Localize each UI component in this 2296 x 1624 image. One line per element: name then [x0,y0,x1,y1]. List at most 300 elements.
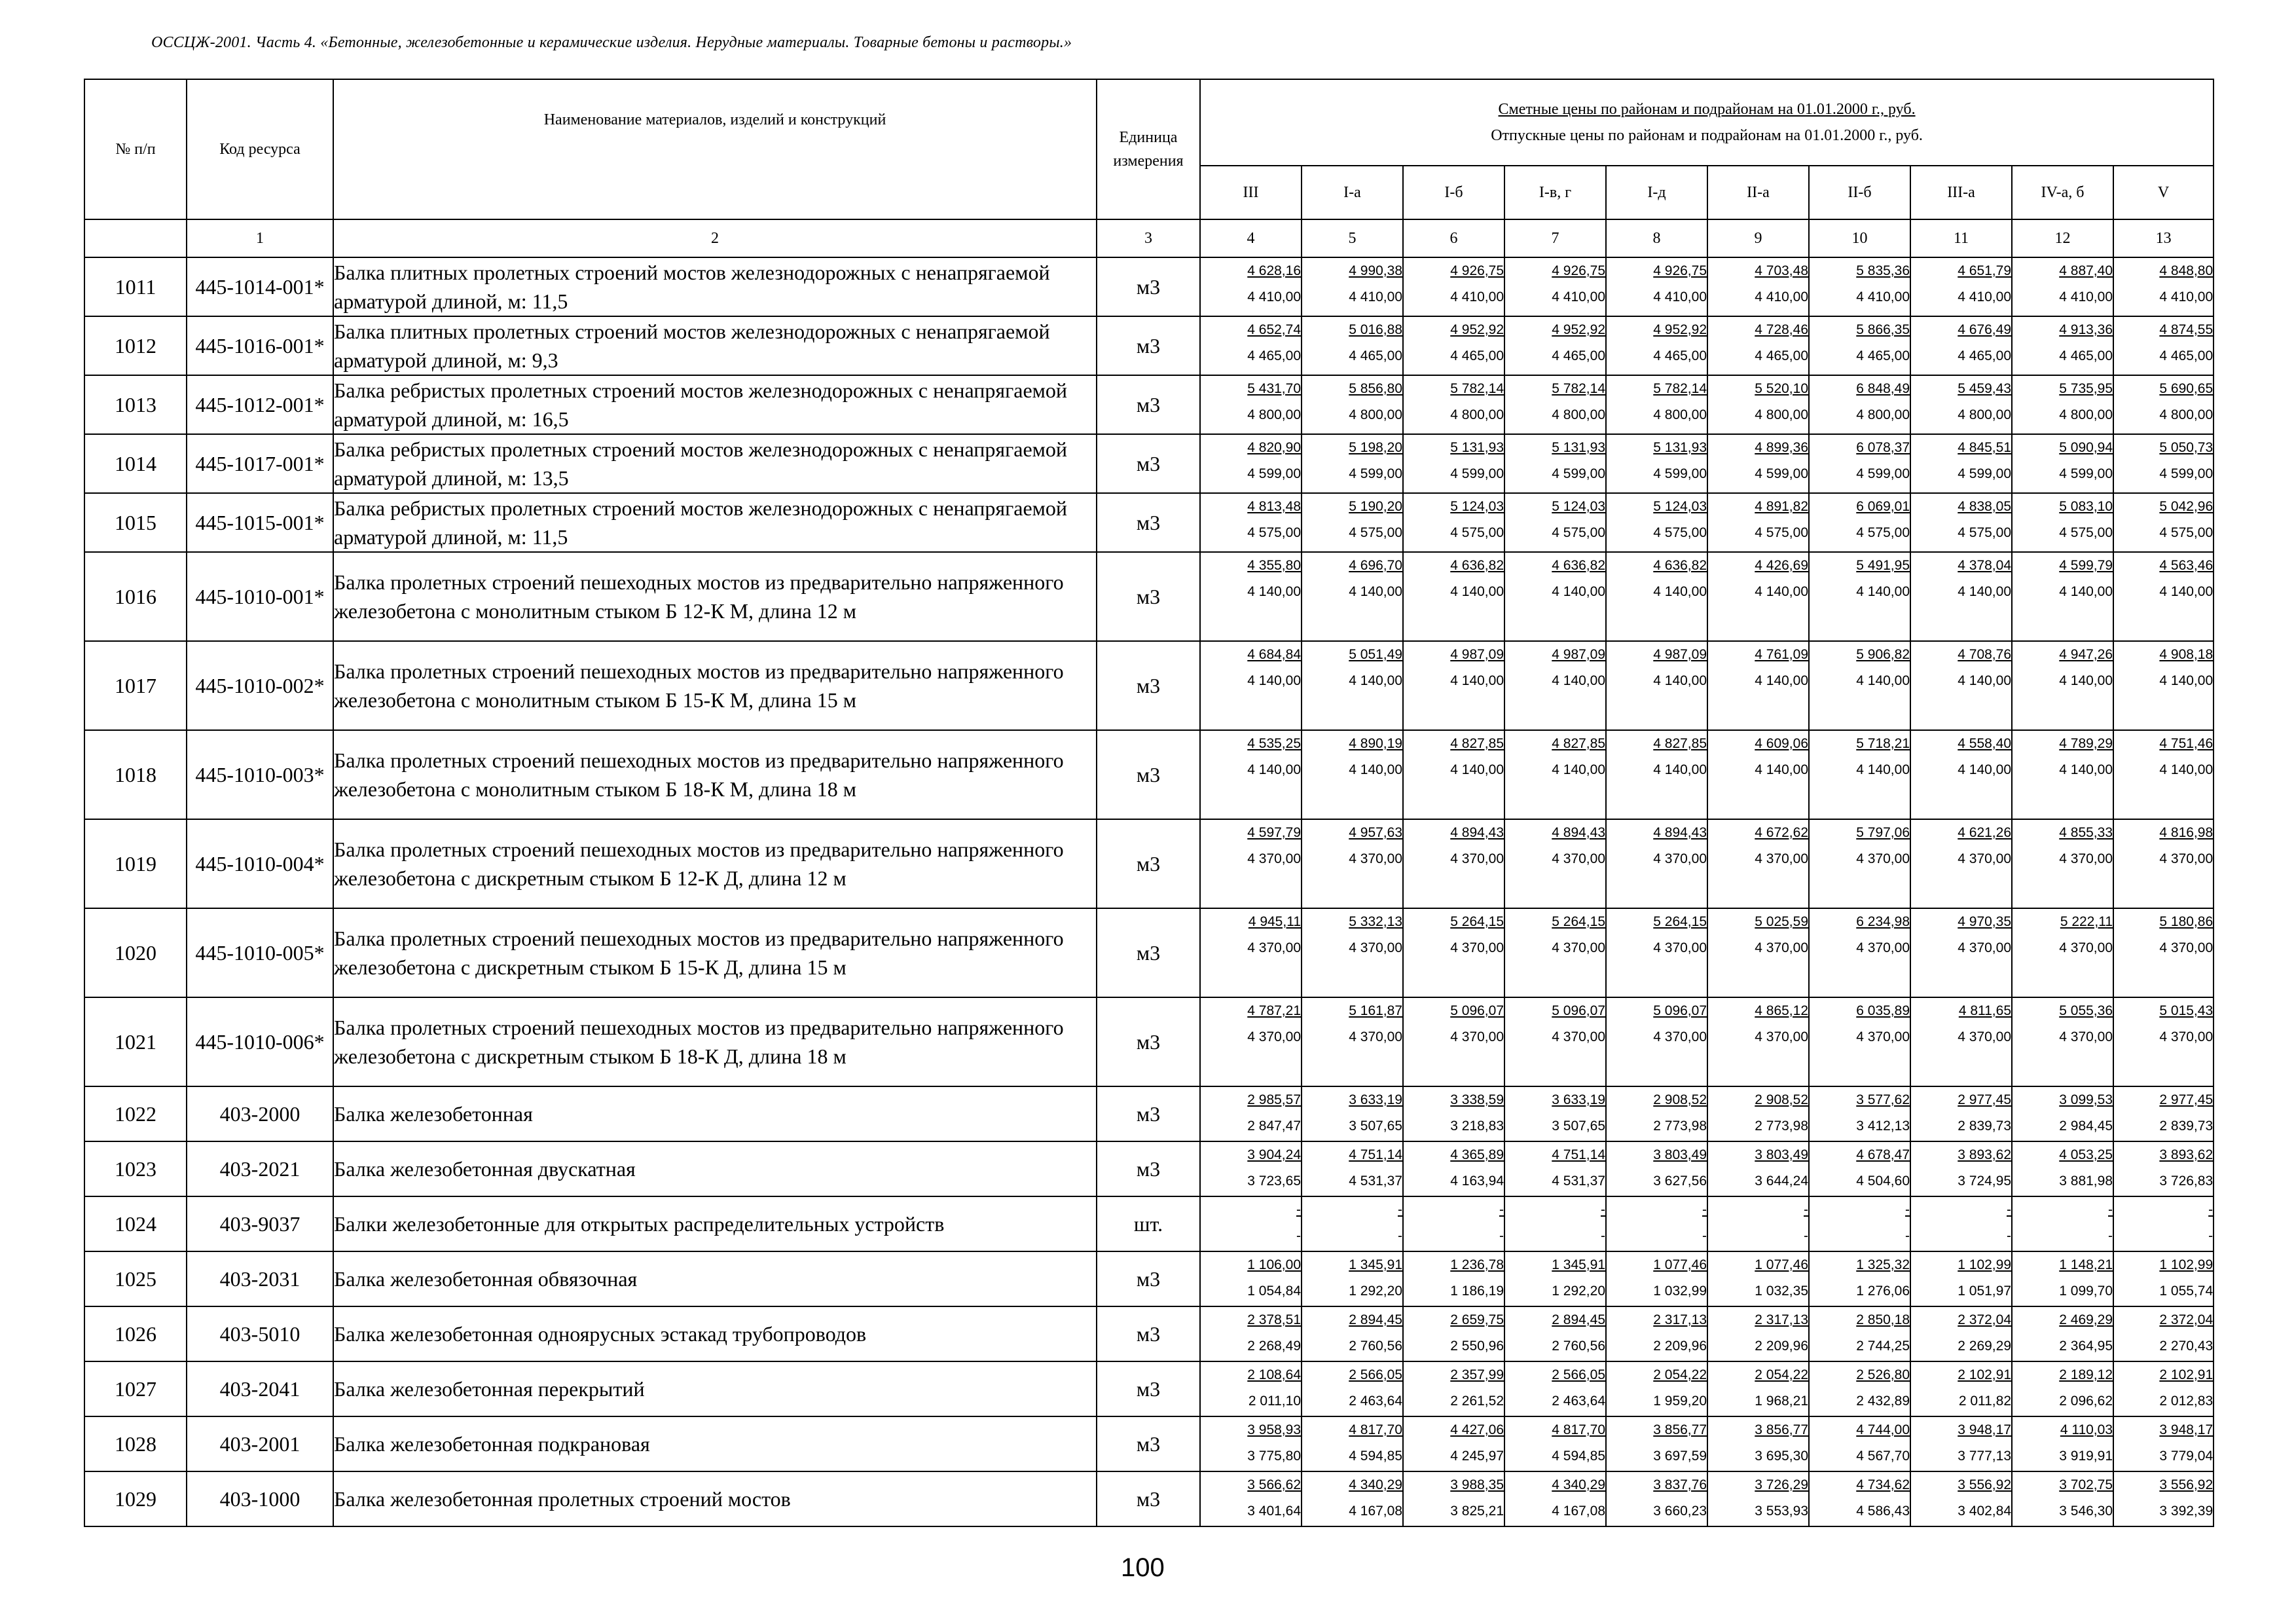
release-price: 4 140,00 [1958,673,2011,688]
estimate-price: - [1804,1202,1808,1217]
estimate-price: 3 633,19 [1552,1092,1605,1107]
estimate-price: 6 234,98 [1856,914,1910,929]
unit-of-measure: м3 [1097,1251,1200,1306]
release-price: 2 268,49 [1247,1338,1301,1354]
estimate-price: 4 751,14 [1552,1147,1605,1162]
resource-code: 403-2001 [187,1416,333,1471]
price-cell [1403,819,1504,908]
estimate-price: 4 899,36 [1755,440,1808,455]
resource-code: 445-1010-004* [187,819,333,908]
estimate-price: 6 848,49 [1856,381,1910,396]
price-cell [1403,493,1504,552]
release-price: 4 140,00 [1247,673,1301,688]
estimate-price: 4 926,75 [1450,263,1504,278]
estimate-price: 2 908,52 [1653,1092,1707,1107]
release-price: 4 586,43 [1856,1504,1910,1519]
row-number: 1026 [84,1306,187,1361]
estimate-price: 3 726,29 [1755,1477,1808,1492]
estimate-price: 4 813,48 [1247,499,1301,514]
estimate-price: 2 985,57 [1247,1092,1301,1107]
resource-code: 403-2041 [187,1361,333,1416]
release-price: 1 099,70 [2059,1283,2113,1299]
release-price: 2 773,98 [1653,1118,1707,1134]
release-price: 1 292,20 [1552,1283,1605,1299]
estimate-price: 2 566,05 [1552,1367,1605,1382]
row-number: 1029 [84,1471,187,1526]
release-price: 4 465,00 [1349,348,1402,363]
estimate-price: 4 053,25 [2059,1147,2113,1162]
estimate-price: 4 110,03 [2060,1422,2113,1437]
price-cell [1910,730,2012,819]
price-cell [2012,1141,2113,1196]
table-row [84,641,2214,730]
price-cell [1606,1196,1707,1251]
release-price: - [2208,1228,2214,1244]
price-cell [1606,908,1707,997]
row-number: 1016 [84,552,187,641]
price-cell [1504,1361,1606,1416]
release-price: 4 370,00 [1856,940,1910,955]
material-name: Балка железобетонная двускатная [333,1141,1097,1196]
price-cell [1200,1416,1302,1471]
price-cell [1200,493,1302,552]
unit-of-measure: м3 [1097,1086,1200,1141]
price-cell [1707,1141,1809,1196]
price-cell [2113,434,2214,493]
estimate-price: 5 866,35 [1856,322,1910,337]
release-price: 2 550,96 [1450,1338,1504,1354]
estimate-price: 3 837,76 [1653,1477,1707,1492]
estimate-price: 5 131,93 [1450,440,1504,455]
price-cell [1910,1086,2012,1141]
estimate-price: 5 055,36 [2059,1003,2113,1018]
release-price: 4 599,00 [1247,466,1301,481]
resource-code: 445-1010-005* [187,908,333,997]
release-price: 4 370,00 [2159,940,2214,955]
estimate-price: - [2108,1202,2113,1217]
estimate-price: 4 651,79 [1958,263,2011,278]
estimate-price: 3 958,93 [1247,1422,1301,1437]
estimate-price: 5 124,03 [1552,499,1605,514]
price-cell [1910,1416,2012,1471]
release-price: 4 465,00 [2159,348,2214,363]
estimate-price: 4 708,76 [1958,647,2011,662]
price-cell [2012,493,2113,552]
price-cell [1707,434,1809,493]
unit-of-measure: м3 [1097,316,1200,375]
estimate-price: 4 827,85 [1450,736,1504,751]
price-cell [1200,1471,1302,1526]
price-cell [1606,257,1707,316]
release-price: 3 412,13 [1856,1118,1910,1134]
row-number: 1020 [84,908,187,997]
release-price: 3 627,56 [1653,1173,1707,1189]
table-row [84,316,2214,375]
estimate-price: 5 124,03 [1450,499,1504,514]
release-price: 4 465,00 [1552,348,1605,363]
price-cell [1707,375,1809,434]
unit-of-measure: шт. [1097,1196,1200,1251]
estimate-price: 3 338,59 [1450,1092,1504,1107]
estimate-price: 4 599,79 [2059,558,2113,573]
release-price: 4 140,00 [2059,762,2113,777]
price-cell [1200,1306,1302,1361]
estimate-price: - [1601,1202,1605,1217]
release-price: 1 292,20 [1349,1283,1402,1299]
release-price: 4 140,00 [1349,584,1402,599]
price-cell [1302,257,1403,316]
price-cell [1200,434,1302,493]
estimate-price: 2 054,22 [1653,1367,1707,1382]
col-header-name [333,79,1097,219]
price-cell [2012,641,2113,730]
estimate-price: 4 817,70 [1349,1422,1402,1437]
price-cell [1606,1361,1707,1416]
material-name: Балка пролетных строений пешеходных мостов из предварительно напряженного железобетона с дискретным стыком Б 15-К Д, длина 15 м [333,908,1097,997]
table-row [84,1416,2214,1471]
estimate-price: 4 845,51 [1958,440,2011,455]
unit-of-measure: м3 [1097,434,1200,493]
price-cell [1504,257,1606,316]
estimate-price: 2 357,99 [1450,1367,1504,1382]
price-cell [2012,1196,2113,1251]
estimate-price: 4 609,06 [1755,736,1808,751]
release-price: 2 839,73 [1958,1118,2011,1134]
price-cell [1707,1306,1809,1361]
estimate-price: 2 372,04 [2159,1312,2214,1327]
table-row [84,1141,2214,1196]
release-price: 4 245,97 [1450,1449,1504,1464]
material-name: Балка плитных пролетных строений мостов железнодорожных с ненапрягаемой арматурой длиной, м: 9,3 [333,316,1097,375]
price-cell [1910,819,2012,908]
release-price: 4 599,00 [2059,466,2113,481]
estimate-price: 5 190,20 [1349,499,1402,514]
estimate-price: 6 078,37 [1856,440,1910,455]
release-price: 3 724,95 [1958,1173,2011,1189]
unit-of-measure: м3 [1097,641,1200,730]
price-cell [1504,1086,1606,1141]
estimate-price: 2 108,64 [1247,1367,1301,1382]
region-header: I-д [1606,166,1707,219]
estimate-price: 4 761,09 [1755,647,1808,662]
release-price: 4 410,00 [2059,289,2113,304]
table-row [84,1306,2214,1361]
estimate-price: 4 947,26 [2059,647,2113,662]
release-price: 4 531,37 [1349,1173,1402,1189]
resource-code: 403-5010 [187,1306,333,1361]
release-price: 4 410,00 [1349,289,1402,304]
release-price: 4 167,08 [1349,1504,1402,1519]
price-cell [1200,1086,1302,1141]
region-header: IV-а, б [2012,166,2113,219]
release-price: 3 695,30 [1755,1449,1808,1464]
unit-of-measure: м3 [1097,1416,1200,1471]
price-cell [1707,997,1809,1086]
estimate-price: 4 744,00 [1856,1422,1910,1437]
release-price: 4 575,00 [1958,525,2011,540]
resource-code: 445-1015-001* [187,493,333,552]
release-price: 4 410,00 [1247,289,1301,304]
estimate-price: - [1398,1202,1402,1217]
region-header: V [2113,166,2214,219]
resource-code: 445-1017-001* [187,434,333,493]
col-number-empty [84,219,187,257]
price-cell [1403,1361,1504,1416]
material-name: Балка плитных пролетных строений мостов железнодорожных с ненапрягаемой арматурой длиной, м: 11,5 [333,257,1097,316]
estimate-price: 4 838,05 [1958,499,2011,514]
price-cell [1809,434,1910,493]
price-cell [2012,257,2113,316]
estimate-price: 3 556,92 [2159,1477,2214,1492]
release-price: 4 465,00 [1755,348,1808,363]
release-price: 2 261,52 [1450,1393,1504,1409]
estimate-price: 5 835,36 [1856,263,1910,278]
price-cell [1302,997,1403,1086]
release-price: 4 800,00 [1349,407,1402,422]
estimate-price: 5 906,82 [1856,647,1910,662]
estimate-price: 5 083,10 [2059,499,2113,514]
release-price: 2 012,83 [2159,1393,2214,1409]
unit-of-measure: м3 [1097,1361,1200,1416]
price-cell [1809,1471,1910,1526]
release-price: 1 055,74 [2159,1283,2214,1299]
table-row [84,1471,2214,1526]
price-cell [1403,434,1504,493]
price-cell [1403,1196,1504,1251]
release-price: 3 660,23 [1653,1504,1707,1519]
release-price: 3 553,93 [1755,1504,1808,1519]
estimate-price: 5 124,03 [1653,499,1707,514]
release-price: 4 410,00 [1552,289,1605,304]
estimate-price: 5 264,15 [1450,914,1504,929]
resource-code: 445-1010-001* [187,552,333,641]
price-cell [2012,819,2113,908]
estimate-price: 2 526,80 [1856,1367,1910,1382]
estimate-price: 1 345,91 [1349,1257,1402,1272]
release-price: 2 269,29 [1958,1338,2011,1354]
price-cell [2012,316,2113,375]
col-number: 5 [1302,219,1403,257]
estimate-price: 2 908,52 [1755,1092,1808,1107]
row-number: 1025 [84,1251,187,1306]
row-number: 1021 [84,997,187,1086]
col-number: 10 [1809,219,1910,257]
price-cell [1910,1196,2012,1251]
release-price: 4 599,00 [1856,466,1910,481]
estimate-price: 3 893,62 [1958,1147,2011,1162]
price-cell [1606,1251,1707,1306]
release-price: 4 140,00 [1653,762,1707,777]
row-number: 1027 [84,1361,187,1416]
estimate-price: 5 131,93 [1552,440,1605,455]
release-price: 4 465,00 [1856,348,1910,363]
price-cell [1707,641,1809,730]
price-cell [1302,1416,1403,1471]
estimate-price: 4 751,46 [2159,736,2214,751]
material-name: Балка пролетных строений пешеходных мостов из предварительно напряженного железобетона с монолитным стыком Б 15-К М, длина 15 м [333,641,1097,730]
release-price: 2 364,95 [2059,1338,2113,1354]
price-cell [1403,1416,1504,1471]
release-price: 1 054,84 [1247,1283,1301,1299]
release-price: 4 370,00 [1755,940,1808,955]
price-cell [1707,1196,1809,1251]
material-name: Балка ребристых пролетных строений мостов железнодорожных с ненапрягаемой арматурой длиной, м: 13,5 [333,434,1097,493]
estimate-price: 4 952,92 [1450,322,1504,337]
release-price: 3 881,98 [2059,1173,2113,1189]
price-cell [1606,493,1707,552]
price-cell [1707,1361,1809,1416]
estimate-price: 5 264,15 [1552,914,1605,929]
material-name: Балка пролетных строений пешеходных мостов из предварительно напряженного железобетона с монолитным стыком Б 12-К М, длина 12 м [333,552,1097,641]
estimate-price: 3 633,19 [1349,1092,1402,1107]
estimate-price: 4 926,75 [1552,263,1605,278]
estimate-price: 4 703,48 [1755,263,1808,278]
estimate-price: 4 365,89 [1450,1147,1504,1162]
estimate-price: - [1702,1202,1707,1217]
estimate-price: 4 378,04 [1958,558,2011,573]
estimate-price: 3 577,62 [1856,1092,1910,1107]
estimate-price: 4 636,82 [1450,558,1504,573]
price-cell [2012,434,2113,493]
release-price: 4 370,00 [1450,851,1504,866]
col-number: 9 [1707,219,1809,257]
price-cell [1910,493,2012,552]
estimate-price: 2 102,91 [1958,1367,2011,1382]
estimate-price: 3 904,24 [1247,1147,1301,1162]
col-number: 12 [2012,219,2113,257]
release-price: 4 800,00 [1755,407,1808,422]
price-cell [2012,1416,2113,1471]
release-price: 4 140,00 [1349,673,1402,688]
price-cell [1200,375,1302,434]
estimate-price: 4 874,55 [2159,322,2214,337]
release-price: 3 401,64 [1247,1504,1301,1519]
material-name: Балка железобетонная пролетных строений мостов [333,1471,1097,1526]
release-price: 4 465,00 [1653,348,1707,363]
table-row [84,908,2214,997]
estimate-price: 3 893,62 [2159,1147,2214,1162]
release-price: - [1804,1228,1808,1244]
estimate-price: 4 787,21 [1247,1003,1301,1018]
price-cell [2113,819,2214,908]
table-row [84,1196,2214,1251]
estimate-price: 5 198,20 [1349,440,1402,455]
release-price: - [1702,1228,1707,1244]
price-cell [2113,1196,2214,1251]
price-cell [1809,730,1910,819]
price-cell [1403,1306,1504,1361]
row-number: 1013 [84,375,187,434]
material-name: Балка железобетонная одноярусных эстакад трубопроводов [333,1306,1097,1361]
price-cell [2113,552,2214,641]
price-cell [1606,1086,1707,1141]
price-cell [1707,908,1809,997]
price-cell [2113,1141,2214,1196]
release-price: 4 370,00 [1349,851,1402,866]
release-price: 4 575,00 [1755,525,1808,540]
price-cell [1910,1306,2012,1361]
release-price: - [2108,1228,2113,1244]
table-row [84,1361,2214,1416]
resource-code: 445-1012-001* [187,375,333,434]
price-cell [1302,434,1403,493]
estimate-price: 2 894,45 [1552,1312,1605,1327]
price-cell [1302,493,1403,552]
price-cell [2012,1086,2113,1141]
release-price: 3 723,65 [1247,1173,1301,1189]
price-cell [1910,434,2012,493]
price-cell [1403,641,1504,730]
estimate-price: 5 050,73 [2159,440,2214,455]
estimate-price: 5 096,07 [1450,1003,1504,1018]
release-price: 4 140,00 [1450,673,1504,688]
price-cell [1504,1141,1606,1196]
release-price: 3 777,13 [1958,1449,2011,1464]
price-cell [1707,1251,1809,1306]
price-cell [1707,493,1809,552]
price-cell [1707,1471,1809,1526]
estimate-price: 3 948,17 [2159,1422,2214,1437]
estimate-price: 4 926,75 [1653,263,1707,278]
row-number: 1028 [84,1416,187,1471]
resource-code: 403-2021 [187,1141,333,1196]
price-cell [1200,819,1302,908]
col-header-unit: Единица измерения [1097,79,1200,219]
estimate-price: - [2007,1202,2011,1217]
price-cell [1302,316,1403,375]
price-cell [1302,1251,1403,1306]
release-price: 4 599,00 [1552,466,1605,481]
estimate-price: 4 987,09 [1552,647,1605,662]
estimate-price: 4 426,69 [1755,558,1808,573]
release-price: 4 370,00 [1958,851,2011,866]
material-name: Балка железобетонная [333,1086,1097,1141]
release-price: 4 370,00 [2159,1029,2214,1044]
release-price: 4 575,00 [1450,525,1504,540]
release-price: 4 370,00 [2059,1029,2113,1044]
estimate-price: 3 856,77 [1653,1422,1707,1437]
estimate-price: 2 566,05 [1349,1367,1402,1382]
price-cell [1504,493,1606,552]
release-price: 2 773,98 [1755,1118,1808,1134]
estimate-price: 4 945,11 [1248,914,1301,929]
estimate-price: 5 718,21 [1856,736,1910,751]
release-price: 2 011,10 [1248,1393,1301,1409]
price-cell [1504,997,1606,1086]
release-price: 3 546,30 [2059,1504,2113,1519]
price-cell [1606,434,1707,493]
col-header-code: Код ресурса [187,79,333,219]
row-number: 1012 [84,316,187,375]
price-cell [1200,1196,1302,1251]
release-price: 4 410,00 [2159,289,2214,304]
estimate-price: 5 332,13 [1349,914,1402,929]
release-price: 4 575,00 [1856,525,1910,540]
price-cell [1606,1471,1707,1526]
col-number: 6 [1403,219,1504,257]
price-cell [1809,1361,1910,1416]
price-cell [2113,257,2214,316]
unit-of-measure: м3 [1097,1141,1200,1196]
estimate-price: 4 340,29 [1552,1477,1605,1492]
price-cell [1403,730,1504,819]
release-price: 4 370,00 [1653,1029,1707,1044]
release-price: 4 410,00 [1450,289,1504,304]
resource-code: 445-1014-001* [187,257,333,316]
row-number: 1022 [84,1086,187,1141]
release-price: 3 402,84 [1958,1504,2011,1519]
release-price: 4 410,00 [1958,289,2011,304]
